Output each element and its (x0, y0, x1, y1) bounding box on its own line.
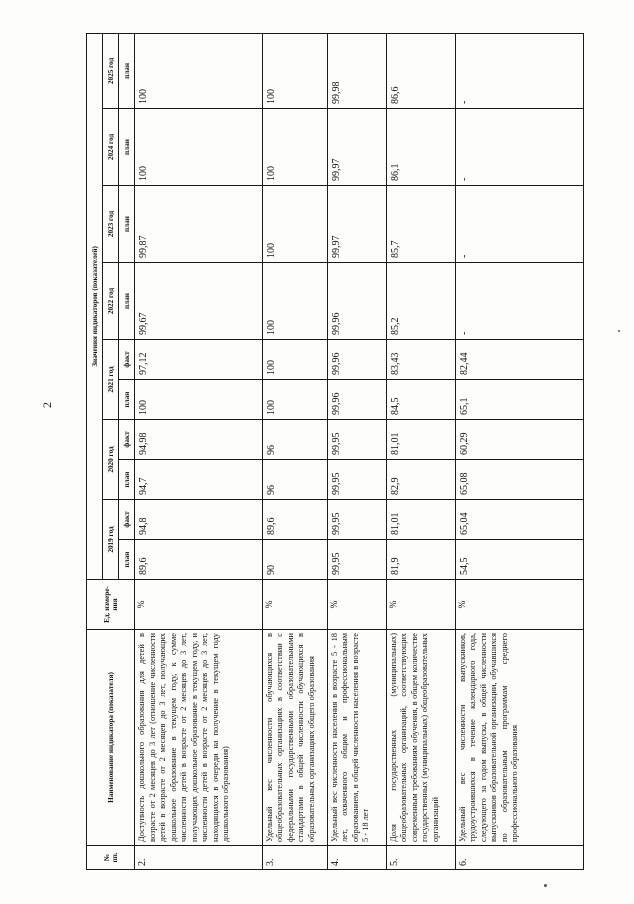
value-cell: 100 (135, 380, 263, 420)
indicator-name: Удельный вес численности населения в возрасте 5 - 18 лет, охваченного общим и профессиональным образованием, в общей численности населения в возрасте 5 - 18 лет (327, 630, 386, 846)
value-cell: 100 (135, 33, 263, 108)
row-num: 6. (455, 846, 583, 870)
value-cell: 60,29 (455, 420, 583, 460)
value-cell: 99,96 (327, 340, 386, 380)
header-year-2024: 2024 год (103, 109, 119, 186)
value-cell: 81,01 (386, 500, 455, 540)
unit: % (327, 580, 386, 630)
value-cell: 81,9 (386, 540, 455, 580)
indicator-name: Доступность дошкольного образования для детей в возрасте от 2 месяцев до 3 лет (отношение численности детей в возрасте от 2 месяцев до 3 лет, получающих дошкольное образование в текущем году, к сумме численности детей в возрасте от 2 месяцев до 3 лет, получающих дошкольное образование в текущем году, и численности детей в возрасте от 2 месяцев до 3 лет, находящихся в очереди на получение в текущем году дошкольного образования) (135, 630, 263, 846)
header-num: № пп. (87, 846, 135, 870)
value-cell: 82,9 (386, 460, 455, 500)
value-cell: 100 (262, 263, 327, 340)
header-year-2020: 2020 год (103, 420, 119, 500)
table-row (262, 33, 327, 869)
value-cell: 90 (262, 540, 327, 580)
value-cell: - (455, 263, 583, 340)
indicators-table (86, 33, 584, 870)
header-unit: Ед. измере- ния (87, 580, 135, 630)
value-cell: 100 (262, 33, 327, 108)
row-num: 4. (327, 846, 386, 870)
value-cell: 99,95 (327, 500, 386, 540)
header-fact: факт (119, 500, 135, 540)
value-cell: 85,2 (386, 263, 455, 340)
value-cell: 94,8 (135, 500, 263, 540)
page-number: 2 (40, 402, 54, 408)
value-cell: 54,5 (455, 540, 583, 580)
value-cell: 99,98 (327, 33, 386, 108)
header-plan: план (119, 186, 135, 263)
table-row (327, 33, 386, 869)
indicator-name: Удельный вес численности выпускников, трудоустроившихся в течение календарного года, следующего за годом выпуска, в общей численности выпускников образовательной организации, обучавшихся по образовательным программам среднего профессионального образования (455, 630, 583, 846)
value-cell: 99,95 (327, 540, 386, 580)
value-cell: 100 (262, 186, 327, 263)
value-cell: 99,97 (327, 109, 386, 186)
value-cell: 100 (262, 109, 327, 186)
value-cell: 99,96 (327, 380, 386, 420)
table-row (135, 33, 263, 869)
value-cell: 97,12 (135, 340, 263, 380)
header-plan: план (119, 380, 135, 420)
value-cell: 65,08 (455, 460, 583, 500)
scan-speck (544, 884, 547, 887)
value-cell: 82,44 (455, 340, 583, 380)
header-year-2019: 2019 год (103, 500, 119, 580)
value-cell: 84,5 (386, 380, 455, 420)
header-fact: факт (119, 420, 135, 460)
header-plan: план (119, 460, 135, 500)
indicator-name: Доля государственных (муниципальных) общеобразовательных организаций, соответствующих современным требованиям обучения, в общем количестве государственных (муниципальных) общеобразовательных организаций (386, 630, 455, 846)
header-values: Значения индикаторов (показателей) (87, 33, 103, 579)
unit: % (262, 580, 327, 630)
value-cell: 89,6 (135, 540, 263, 580)
scan-speck (618, 330, 620, 332)
header-year-2023: 2023 год (103, 186, 119, 263)
value-cell: 89,6 (262, 500, 327, 540)
header-plan: план (119, 109, 135, 186)
header-year-2025: 2025 год (103, 33, 119, 108)
value-cell: 94,98 (135, 420, 263, 460)
header-year-2022: 2022 год (103, 263, 119, 340)
value-cell: 99,97 (327, 186, 386, 263)
table-row (386, 33, 455, 869)
value-cell: 99,67 (135, 263, 263, 340)
value-cell: 99,95 (327, 420, 386, 460)
value-cell: 65,04 (455, 500, 583, 540)
header-plan: план (119, 33, 135, 108)
value-cell: 100 (262, 340, 327, 380)
value-cell: 99,95 (327, 460, 386, 500)
value-cell: 65,1 (455, 380, 583, 420)
value-cell: 86,6 (386, 33, 455, 108)
value-cell: 96 (262, 460, 327, 500)
value-cell: 94,7 (135, 460, 263, 500)
value-cell: 81,01 (386, 420, 455, 460)
value-cell: - (455, 109, 583, 186)
value-cell: - (455, 186, 583, 263)
value-cell: 99,96 (327, 263, 386, 340)
indicator-name: Удельный вес численности обучающихся в общеобразовательных организациях в соответствии с федеральными государственными образовательными стандартами в общей численности обучающихся в образовательных организациях общего образования (262, 630, 327, 846)
unit: % (386, 580, 455, 630)
value-cell: - (455, 33, 583, 108)
header-plan: план (119, 263, 135, 340)
value-cell: 96 (262, 420, 327, 460)
value-cell: 99,87 (135, 186, 263, 263)
row-num: 2. (135, 846, 263, 870)
row-num: 5. (386, 846, 455, 870)
value-cell: 100 (135, 109, 263, 186)
value-cell: 86,1 (386, 109, 455, 186)
table-row (455, 33, 583, 869)
header-fact: факт (119, 340, 135, 380)
header-name: Наименование индикатора (показателя) (87, 630, 135, 846)
header-year-2021: 2021 год (103, 340, 119, 420)
header-plan: план (119, 540, 135, 580)
value-cell: 83,43 (386, 340, 455, 380)
row-num: 3. (262, 846, 327, 870)
unit: % (455, 580, 583, 630)
rotated-table-wrapper (86, 34, 584, 870)
value-cell: 100 (262, 380, 327, 420)
value-cell: 85,7 (386, 186, 455, 263)
unit: % (135, 580, 263, 630)
